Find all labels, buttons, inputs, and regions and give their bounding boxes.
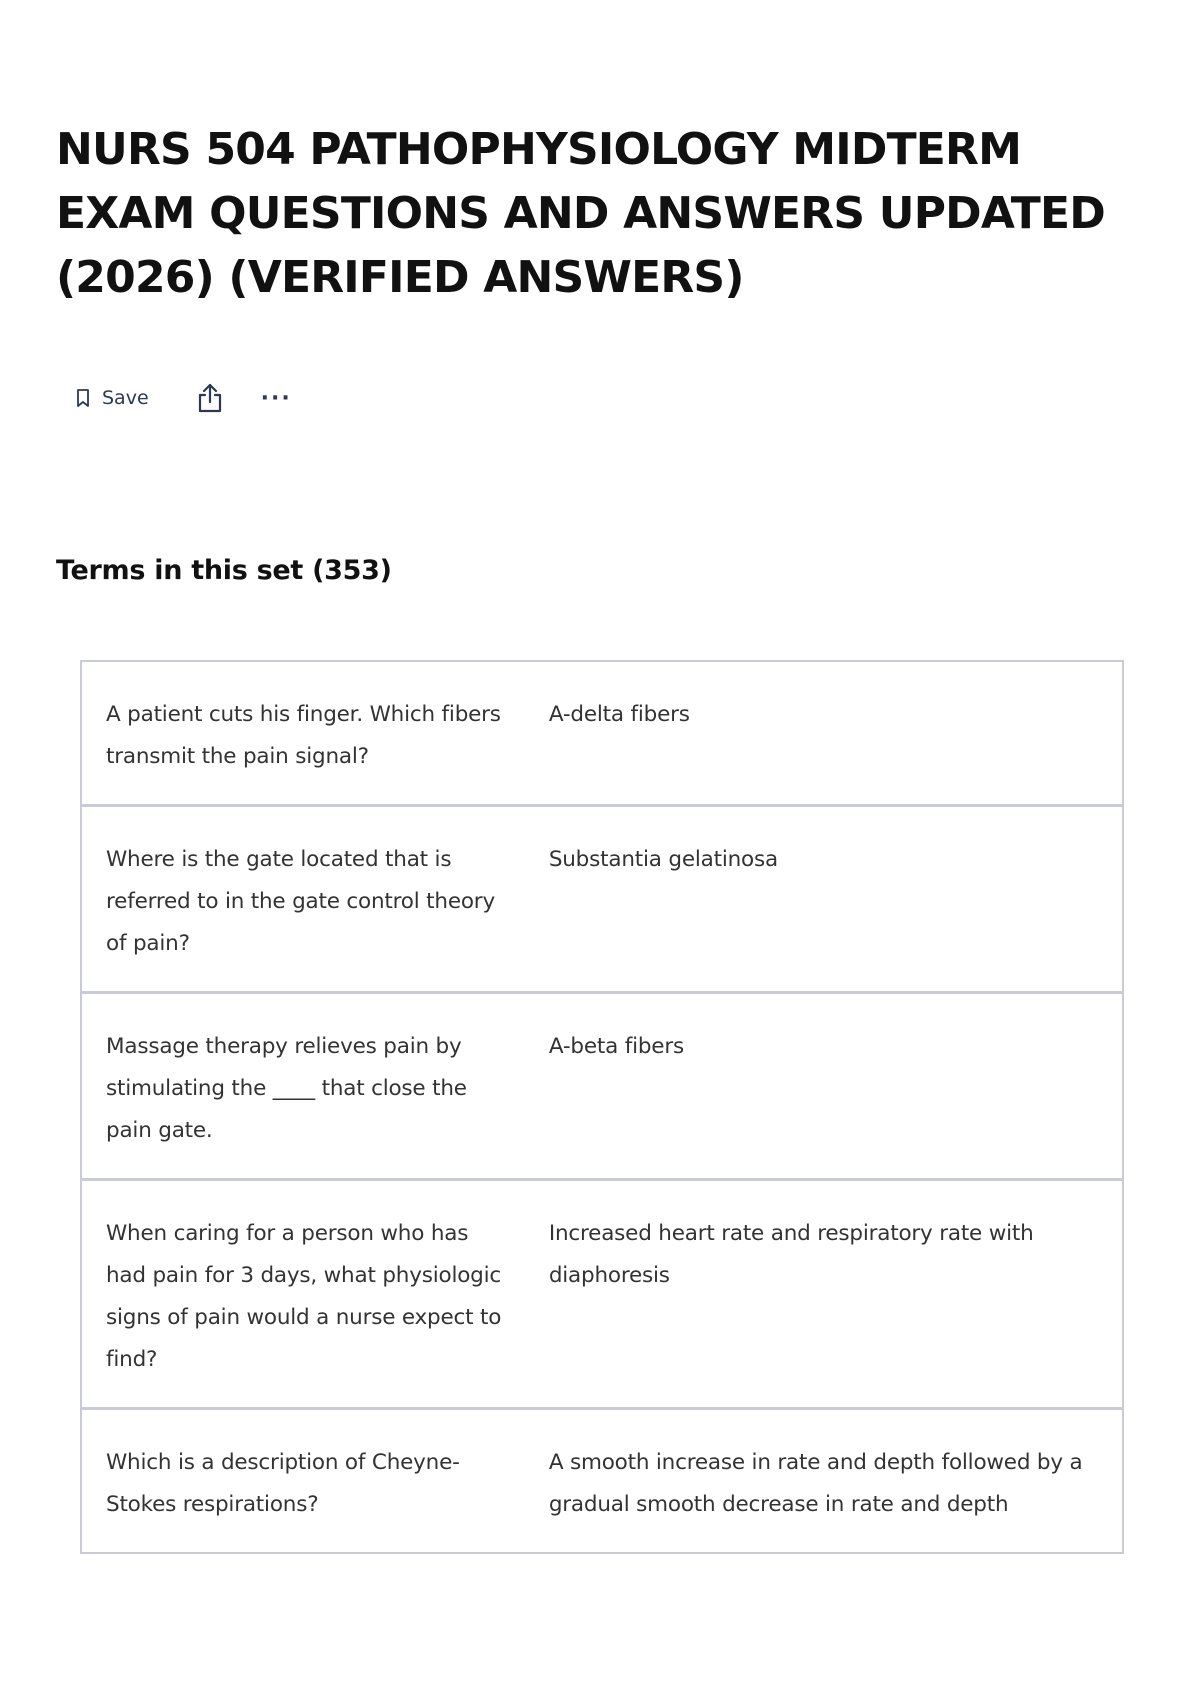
term-question: Massage therapy relieves pain by stimulating the ____ that close the pain gate. <box>106 1034 467 1143</box>
term-answer: Substantia gelatinosa <box>548 847 778 872</box>
term-row <box>82 1178 1122 1407</box>
term-answer: A-delta fibers <box>548 702 690 727</box>
term-question: A patient cuts his finger. Which fibers transmit the pain signal? <box>106 702 501 769</box>
terms-table <box>80 660 1124 1554</box>
term-answer: A-beta fibers <box>548 1034 684 1059</box>
terms-heading: Terms in this set (353) <box>56 555 392 586</box>
save-button[interactable] <box>76 387 149 409</box>
page-title: NURS 504 PATHOPHYSIOLOGY MIDTERM EXAM QUESTIONS AND ANSWERS UPDATED (2026) (VERIFIED ANSWERS) <box>56 124 1105 303</box>
save-label: Save <box>102 387 149 409</box>
action-bar <box>76 378 292 418</box>
term-row <box>82 662 1122 804</box>
term-question: Which is a description of Cheyne-Stokes respirations? <box>106 1450 460 1517</box>
term-row <box>82 1407 1122 1552</box>
share-icon <box>197 382 223 414</box>
share-button[interactable] <box>197 382 223 414</box>
more-options-button[interactable] <box>261 386 292 411</box>
term-row <box>82 991 1122 1178</box>
term-question: Where is the gate located that is referred to in the gate control theory of pain? <box>106 847 495 956</box>
more-icon: ··· <box>260 385 292 411</box>
term-answer: A smooth increase in rate and depth followed by a gradual smooth decrease in rate and depth <box>548 1450 1083 1517</box>
term-question: When caring for a person who has had pain for 3 days, what physiologic signs of pain would a nurse expect to find? <box>106 1221 502 1372</box>
bookmark-icon <box>76 388 90 408</box>
term-row <box>82 804 1122 991</box>
term-answer: Increased heart rate and respiratory rate with diaphoresis <box>548 1221 1034 1288</box>
